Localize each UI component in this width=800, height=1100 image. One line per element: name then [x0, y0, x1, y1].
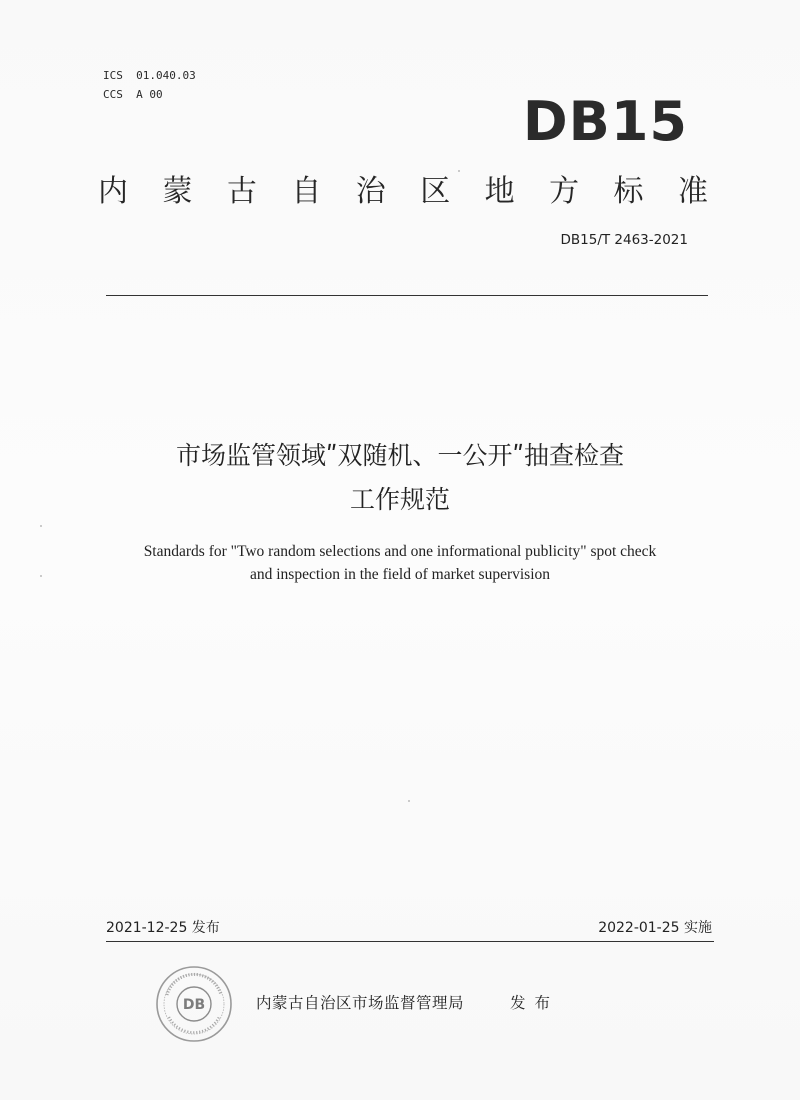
english-title-line-1: Standards for "Two random selections and one informational publicity" spot check — [143, 543, 657, 560]
chinese-title-line-2: 工作规范 — [349, 485, 450, 514]
chinese-title-line-1: 市场监管领域ʺ双随机、一公开ʺ抽查检查 — [176, 441, 624, 470]
standard-type-char: 准 — [677, 174, 708, 209]
standard-type-char: 蒙 — [162, 174, 193, 209]
standard-type-char: 内 — [98, 174, 128, 209]
standard-type-char: 地 — [484, 174, 515, 209]
header-divider — [106, 295, 708, 296]
classification-codes — [103, 66, 196, 104]
scan-speck — [458, 170, 460, 172]
ccs-code: CCS A 00 — [103, 88, 163, 101]
seal-center-text: DB — [182, 997, 206, 1013]
english-title-line-2: and inspection in the field of market supervision — [249, 566, 551, 583]
standard-type-char: 区 — [420, 174, 451, 209]
standard-type-heading — [98, 170, 708, 214]
standard-number: DB15/T 2463-2021 — [560, 232, 688, 248]
standard-type-char: 标 — [613, 174, 644, 209]
scan-speck — [40, 575, 42, 577]
standard-type-char: 治 — [355, 174, 386, 209]
standard-type-char: 古 — [226, 174, 257, 209]
implementation-date: 2022-01-25 实施 — [598, 920, 712, 936]
publisher-seal-icon — [155, 965, 233, 1043]
standard-type-char: 方 — [549, 174, 580, 209]
footer-divider — [106, 941, 714, 942]
publish-label: 发布 — [510, 994, 560, 1012]
standard-type-char: 自 — [291, 174, 322, 209]
scan-speck — [40, 525, 42, 527]
scan-speck — [408, 800, 410, 802]
db15-logo: DB15 — [522, 90, 688, 153]
publisher-name: 内蒙古自治区市场监督管理局 — [256, 994, 465, 1012]
ics-code: ICS 01.040.03 — [103, 69, 196, 82]
release-date: 2021-12-25 发布 — [106, 920, 220, 936]
